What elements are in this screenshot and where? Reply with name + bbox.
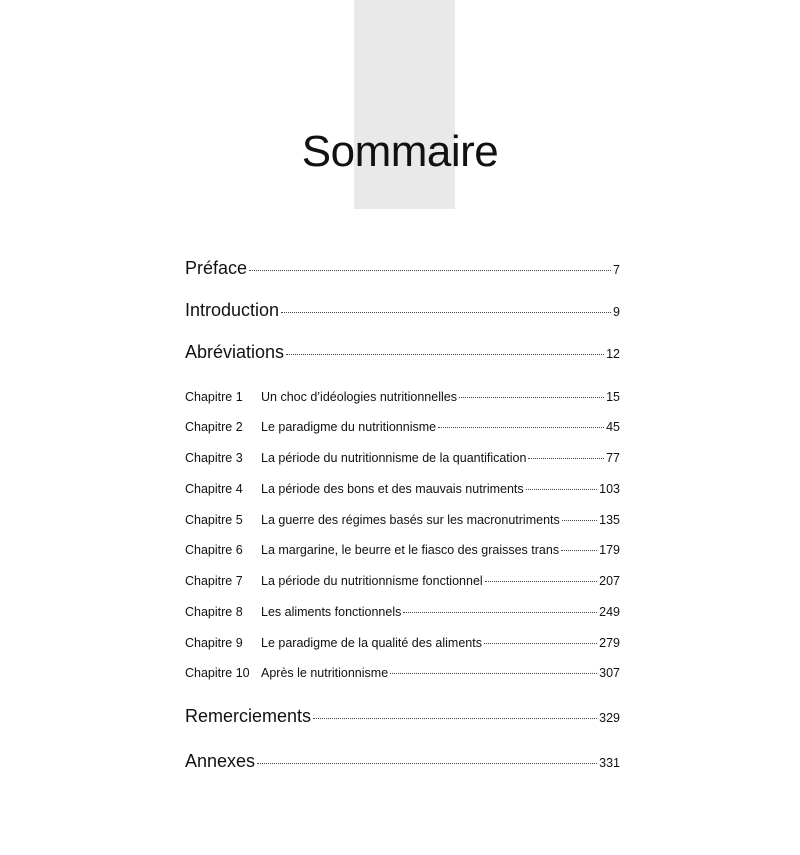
- entry-label: Un choc d’idéologies nutritionnelles: [261, 390, 457, 404]
- entry-label: Préface: [185, 258, 248, 278]
- chapter-number: Chapitre 4: [185, 482, 243, 496]
- page-title: Sommaire: [301, 127, 499, 176]
- page-number: 279: [599, 636, 620, 650]
- page-number: 15: [606, 390, 620, 404]
- entry-label: Les aliments fonctionnels: [261, 605, 402, 619]
- toc-entry-chapter-5[interactable]: [185, 513, 620, 527]
- chapter-number: Chapitre 9: [185, 636, 243, 650]
- dot-leader: [257, 763, 597, 764]
- page-number: 207: [599, 574, 620, 588]
- page-number: 103: [599, 482, 620, 496]
- dot-leader: [286, 354, 604, 355]
- entry-label: Remerciements: [185, 706, 312, 726]
- dot-leader: [528, 458, 604, 459]
- page-number: 179: [599, 543, 620, 557]
- dot-leader: [403, 612, 597, 613]
- chapter-number: Chapitre 7: [185, 574, 243, 588]
- chapter-number: Chapitre 1: [185, 390, 243, 404]
- dot-leader: [526, 489, 597, 490]
- dot-leader: [459, 397, 604, 398]
- dot-leader: [485, 581, 597, 582]
- chapter-number: Chapitre 2: [185, 420, 243, 434]
- table-of-contents: [185, 0, 620, 855]
- toc-entry-chapter-4[interactable]: [185, 482, 620, 496]
- page-number: 77: [606, 451, 620, 465]
- entry-label: Abréviations: [185, 342, 285, 362]
- entry-label: La période des bons et des mauvais nutriments: [261, 482, 524, 496]
- toc-entry-chapter-8[interactable]: [185, 605, 620, 619]
- toc-entry-preface[interactable]: [185, 258, 620, 279]
- page-number: 12: [606, 347, 620, 361]
- entry-label: Le paradigme du nutritionnisme: [261, 420, 437, 434]
- toc-entry-remerciements[interactable]: [185, 706, 620, 727]
- toc-entry-chapter-3[interactable]: [185, 451, 620, 465]
- entry-label: Après le nutritionnisme: [261, 666, 389, 680]
- toc-entry-chapter-7[interactable]: [185, 574, 620, 588]
- toc-entry-chapter-10[interactable]: [185, 666, 620, 680]
- entry-label: La margarine, le beurre et le fiasco des graisses trans: [261, 543, 560, 557]
- chapter-number: Chapitre 6: [185, 543, 243, 557]
- dot-leader: [562, 520, 597, 521]
- dot-leader: [390, 673, 597, 674]
- entry-label: Le paradigme de la qualité des aliments: [261, 636, 482, 650]
- chapter-number: Chapitre 3: [185, 451, 243, 465]
- toc-entry-annexes[interactable]: [185, 751, 620, 772]
- chapter-number: Chapitre 10: [185, 666, 250, 680]
- page-number: 307: [599, 666, 620, 680]
- entry-label: La période du nutritionnisme fonctionnel: [261, 574, 483, 588]
- toc-entry-chapter-2[interactable]: [185, 420, 620, 434]
- dot-leader: [484, 643, 597, 644]
- dot-leader: [249, 270, 611, 271]
- chapter-number: Chapitre 8: [185, 605, 243, 619]
- page-number: 329: [599, 711, 620, 725]
- page-number: 249: [599, 605, 620, 619]
- page-number: 7: [613, 263, 620, 277]
- page-number: 9: [613, 305, 620, 319]
- chapter-number: Chapitre 5: [185, 513, 243, 527]
- toc-entry-chapter-9[interactable]: [185, 636, 620, 650]
- toc-entry-introduction[interactable]: [185, 300, 620, 321]
- entry-label: Introduction: [185, 300, 280, 320]
- entry-label: La période du nutritionnisme de la quantification: [261, 451, 527, 465]
- entry-label: La guerre des régimes basés sur les macronutriments: [261, 513, 560, 527]
- toc-entry-chapter-1[interactable]: [185, 390, 620, 404]
- dot-leader: [438, 427, 604, 428]
- toc-entry-chapter-6[interactable]: [185, 543, 620, 557]
- toc-entry-abreviations[interactable]: [185, 342, 620, 363]
- dot-leader: [561, 550, 597, 551]
- dot-leader: [281, 312, 611, 313]
- entry-label: Annexes: [185, 751, 256, 771]
- page-number: 331: [599, 756, 620, 770]
- page-number: 45: [606, 420, 620, 434]
- dot-leader: [313, 718, 597, 719]
- page-number: 135: [599, 513, 620, 527]
